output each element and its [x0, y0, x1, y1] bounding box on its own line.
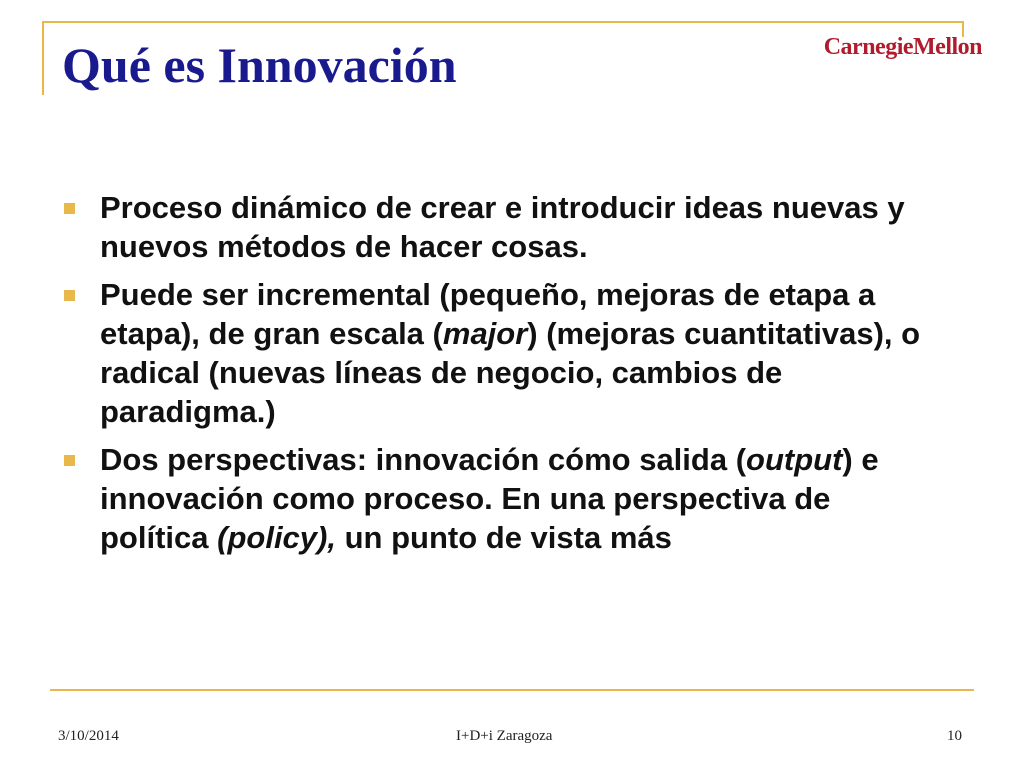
bullet-list	[64, 188, 944, 566]
bullet-item	[64, 188, 944, 266]
footer-date: 3/10/2014	[58, 728, 119, 744]
bullet-text: Dos perspectivas: innovación cómo salida (	[100, 442, 747, 477]
square-bullet-icon	[64, 203, 75, 214]
bullet-text-italic: output	[746, 442, 843, 477]
bullet-text: Puede ser incremental (pequeño, mejoras de etapa a etapa), de gran escala (	[100, 277, 876, 351]
page-number: 10	[947, 728, 962, 744]
frame-left-line	[42, 21, 44, 95]
bullet-text: ) e innovación como proceso. En una perspectiva de política	[100, 442, 879, 555]
square-bullet-icon	[64, 290, 75, 301]
square-bullet-icon	[64, 455, 75, 466]
bullet-text: un punto de vista más	[335, 520, 672, 555]
carnegie-mellon-logo: CarnegieMellon	[823, 34, 982, 60]
footer-title: I+D+i Zaragoza	[456, 728, 553, 744]
bullet-item	[64, 275, 944, 431]
bullet-item	[64, 440, 944, 557]
slide-title: Qué es Innovación	[62, 37, 457, 93]
bullet-text-italic: major	[442, 316, 528, 351]
frame-top-line	[42, 21, 964, 23]
bullet-text-italic: (policy),	[217, 520, 336, 555]
bullet-text: Proceso dinámico de crear e introducir ideas nuevas y nuevos métodos de hacer cosas.	[100, 190, 905, 264]
footer-divider	[50, 689, 974, 691]
bullet-text: ) (mejoras cuantitativas), o radical (nuevas líneas de negocio, cambios de paradigma.)	[100, 316, 921, 429]
